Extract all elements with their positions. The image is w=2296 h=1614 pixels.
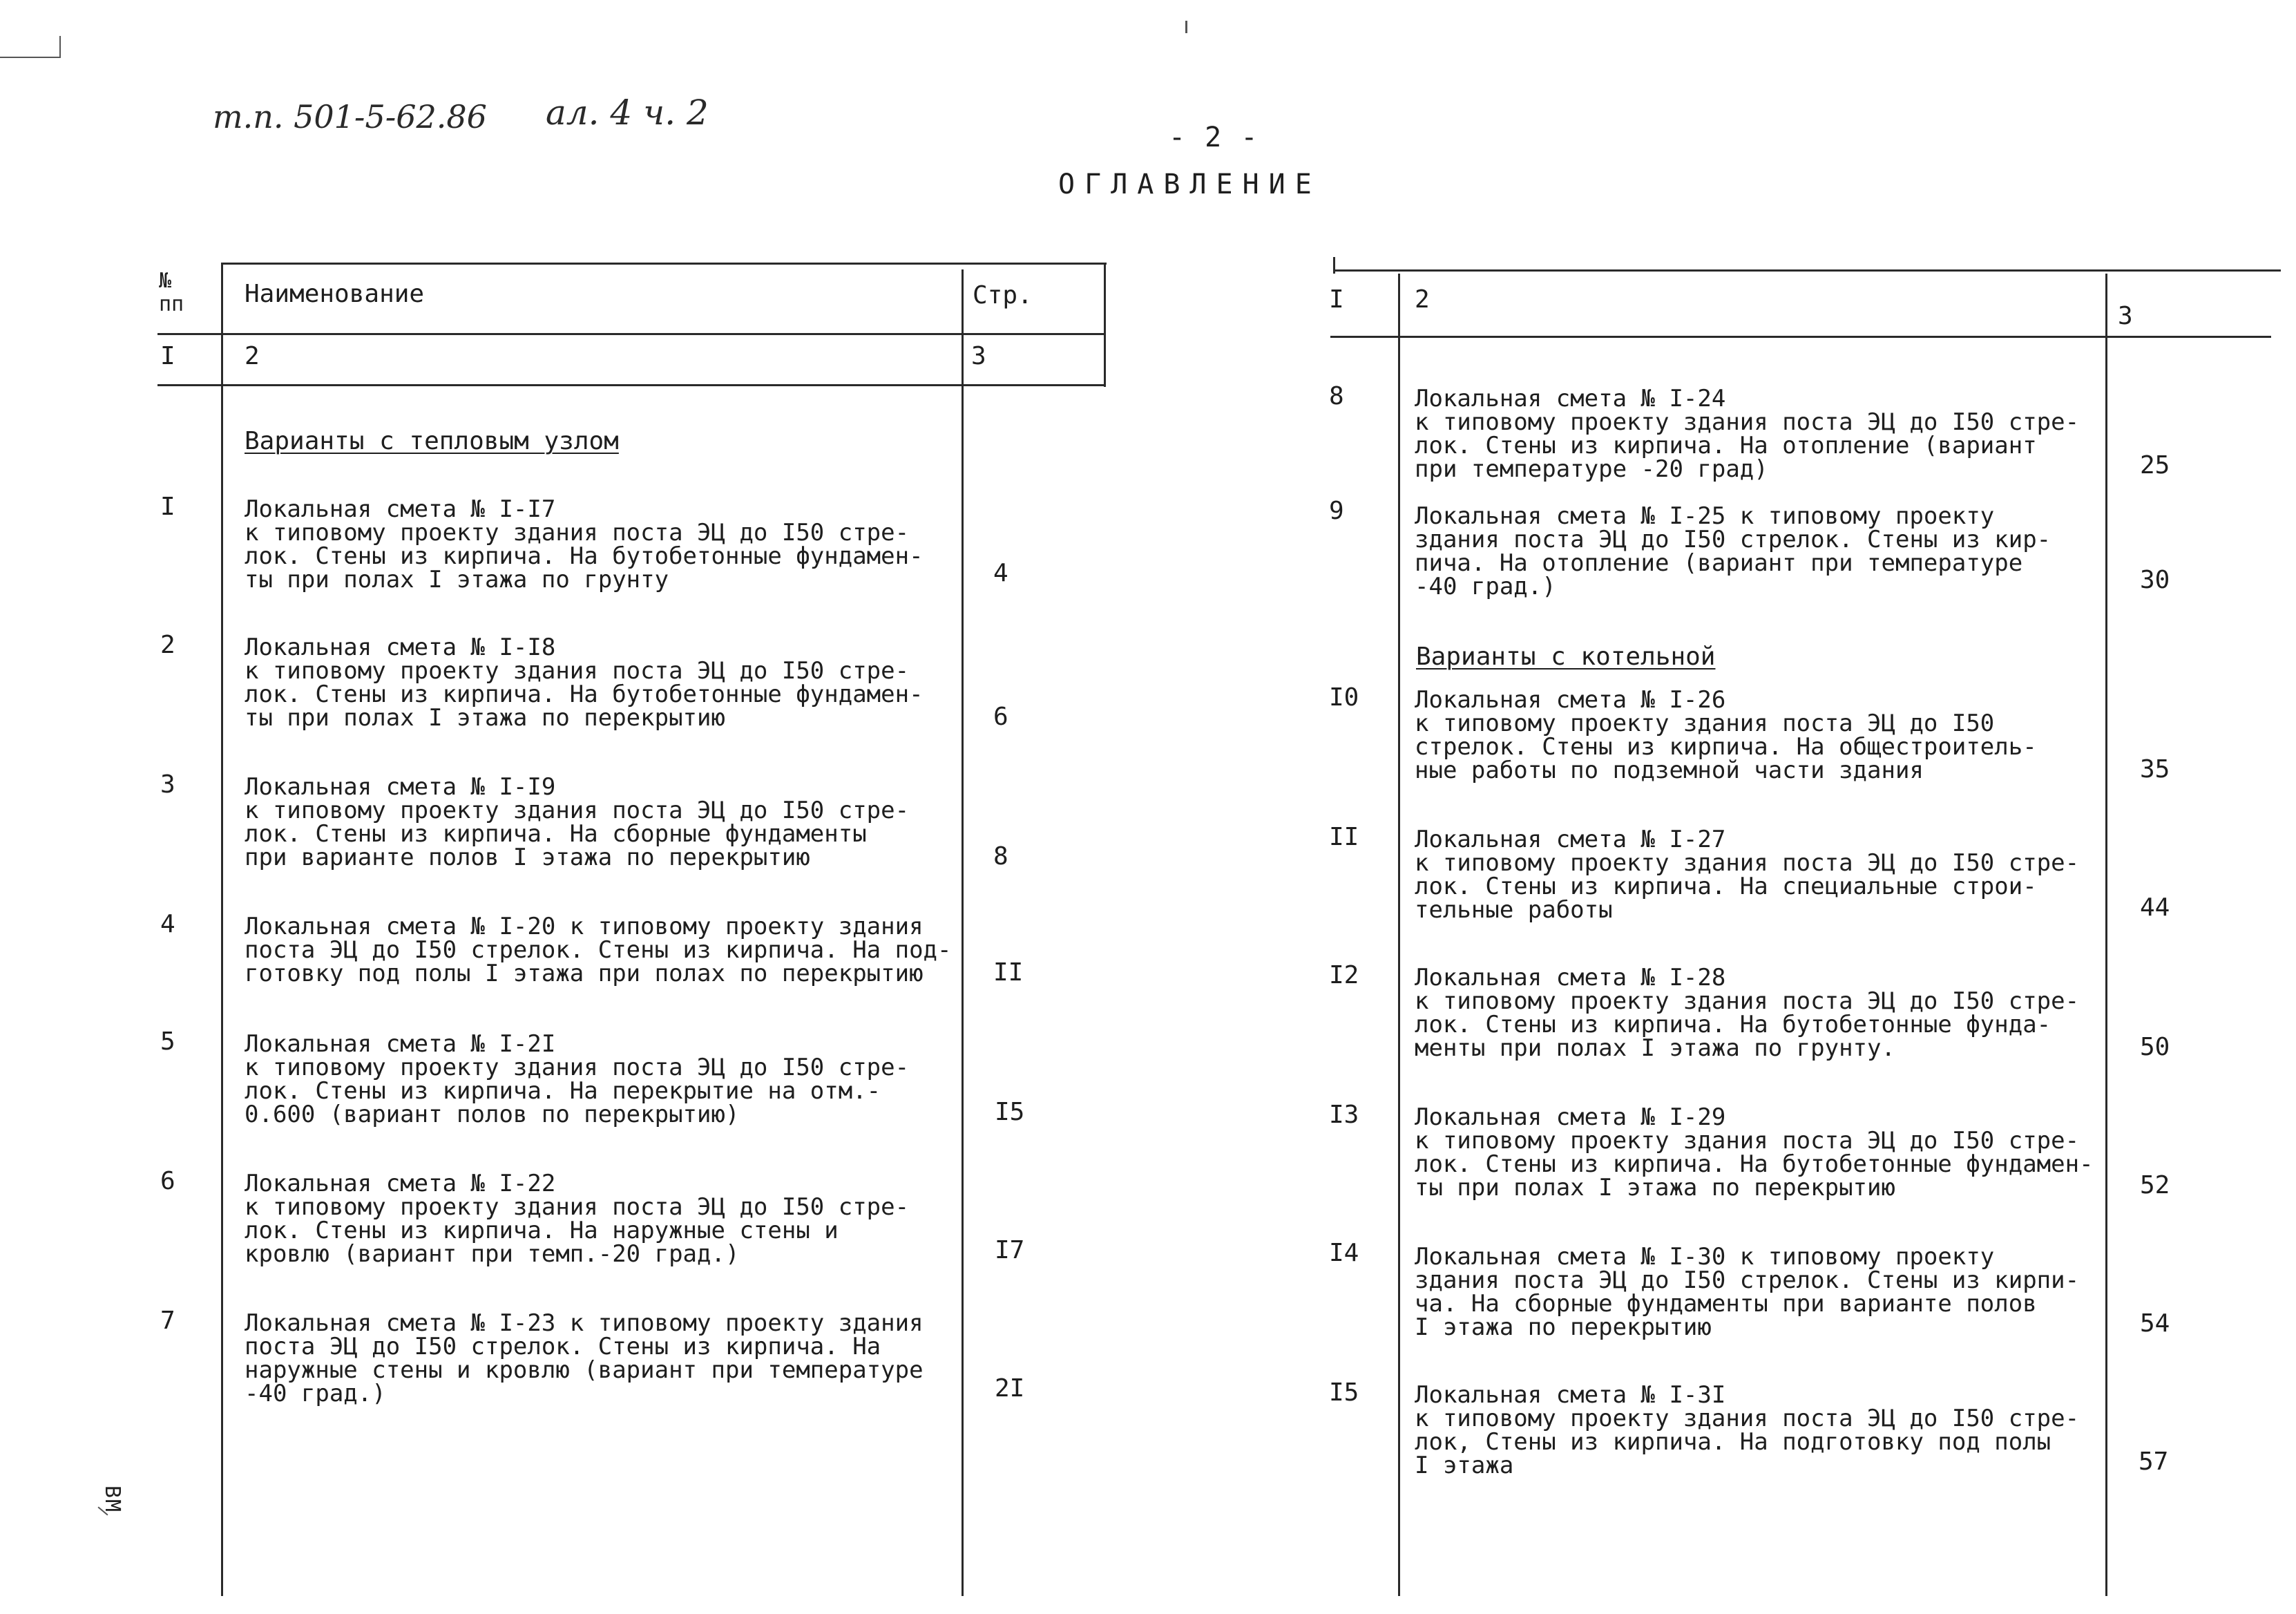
left-index-col-2: 2	[245, 342, 260, 370]
row-number: 6	[160, 1167, 175, 1195]
row-description: Локальная смета № I-29 к типовому проекту здания поста ЭЦ до I50 стре- лок. Стены из кирпича. На бутобетонные фундамен- ты при полах I этажа по перекрытию	[1415, 1103, 2094, 1202]
row-number: 3	[160, 770, 175, 799]
row-number: I4	[1329, 1239, 1359, 1267]
right-table-col-divider-1	[1398, 274, 1400, 1596]
row-number: I3	[1329, 1101, 1359, 1129]
right-table-corner-tick	[1333, 257, 1335, 274]
row-page: 8	[993, 842, 1008, 871]
right-table-col-divider-2	[2105, 274, 2107, 1596]
row-description: Локальная смета № I-27 к типовому проекту здания поста ЭЦ до I50 стре- лок. Стены из кирпича. На специальные строи- тельные работы	[1415, 826, 2080, 924]
right-index-col-1: I	[1329, 285, 1344, 314]
row-description: Локальная смета № I-22 к типовому проекту здания поста ЭЦ до I50 стре- лок. Стены из кирпича. На наружные стены и кровлю (вариант при темп.-20 град.)	[245, 1170, 910, 1268]
row-page: 6	[993, 703, 1008, 731]
left-section-title: Варианты с тепловым узлом	[245, 427, 619, 455]
row-description: Локальная смета № I-23 к типовому проекту здания поста ЭЦ до I50 стрелок. Стены из кирпича. На наружные стены и кровлю (вариант при температуре -40 град.)	[245, 1309, 924, 1407]
row-number: I	[160, 493, 175, 521]
row-number: 8	[1329, 382, 1344, 410]
row-description: Локальная смета № I-26 к типовому проекту здания поста ЭЦ до I50 стрелок. Стены из кирпича. На общестроитель- ные работы по подземной части здания	[1415, 686, 2037, 784]
right-index-col-3: 3	[2118, 302, 2133, 330]
row-description: Локальная смета № I-20 к типовому проекту здания поста ЭЦ до I50 стрелок. Стены из кирпича. На под- готовку под полы I этажа при полах по перекрытию	[245, 913, 952, 987]
row-number: 2	[160, 631, 175, 659]
row-description: Локальная смета № I-I9 к типовому проекту здания поста ЭЦ до I50 стре- лок. Стены из кирпича. На сборные фундаменты при варианте полов I этажа по перекрытию	[245, 773, 910, 871]
row-page: 52	[2140, 1171, 2170, 1199]
row-number: 9	[1329, 497, 1344, 525]
margin-stamp: ВМ	[100, 1485, 124, 1514]
left-table-top-border	[222, 263, 1107, 265]
left-col-name-header: Наименование	[245, 280, 425, 308]
row-description: Локальная смета № I-25 к типовому проекту здания поста ЭЦ до I50 стрелок. Стены из кир- пича. На отопление (вариант при температуре -40 град.)	[1415, 502, 2051, 600]
right-table-index-divider	[1330, 336, 2271, 338]
row-page: 35	[2140, 755, 2170, 784]
right-section-title: Варианты с котельной	[1416, 643, 1716, 671]
left-col-page-header: Стр.	[973, 281, 1033, 310]
right-index-col-2: 2	[1415, 285, 1430, 314]
corner-crop-mark	[0, 57, 61, 58]
row-page: 30	[2140, 566, 2170, 594]
row-number: I0	[1329, 683, 1359, 712]
row-page: II	[993, 958, 1024, 987]
row-description: Локальная смета № I-2I к типовому проекту здания поста ЭЦ до I50 стре- лок. Стены из кирпича. На перекрытие на отм.- 0.600 (вариант полов по перекрытию)	[245, 1030, 910, 1128]
row-description: Локальная смета № I-30 к типовому проекту здания поста ЭЦ до I50 стрелок. Стены из кирпи- ча. На сборные фундаменты при варианте полов I этажа по перекрытию	[1415, 1243, 2080, 1341]
row-page: 44	[2140, 893, 2170, 922]
row-page: 4	[993, 559, 1008, 587]
row-number: 7	[160, 1307, 175, 1335]
row-page: 2I	[995, 1374, 1025, 1403]
right-table-top-border	[1334, 269, 2281, 272]
left-index-col-3: 3	[971, 342, 986, 370]
left-table-col-divider-2	[962, 269, 964, 1596]
row-page: 50	[2140, 1033, 2170, 1061]
left-table-right-border	[1104, 263, 1106, 387]
row-page: I7	[995, 1236, 1025, 1264]
page-title: ОГЛАВЛЕНИЕ	[1058, 169, 1321, 200]
row-number: I2	[1329, 961, 1359, 989]
row-description: Локальная смета № I-I7 к типовому проекту здания поста ЭЦ до I50 стре- лок. Стены из кирпича. На бутобетонные фундамен- ты при полах I этажа по грунту	[245, 495, 924, 594]
row-number: II	[1329, 823, 1359, 851]
row-number: 4	[160, 910, 175, 938]
row-page: 25	[2140, 451, 2170, 480]
row-page: I5	[995, 1098, 1025, 1126]
page-number: - 2 -	[1169, 122, 1259, 153]
row-description: Локальная смета № I-28 к типовому проекту здания поста ЭЦ до I50 стре- лок. Стены из кирпича. На бутобетонные фунда- менты при полах I этажа по грунту.	[1415, 964, 2080, 1062]
row-number: 5	[160, 1027, 175, 1056]
row-description: Локальная смета № I-I8 к типовому проекту здания поста ЭЦ до I50 стре- лок. Стены из кирпича. На бутобетонные фундамен- ты при полах I этажа по перекрытию	[245, 634, 924, 732]
left-col-number-header: № пп	[159, 269, 184, 316]
handwritten-project-reference: т.п. 501-5-62.86	[213, 98, 487, 135]
row-description: Локальная смета № I-3I к типовому проекту здания поста ЭЦ до I50 стре- лок, Стены из кирпича. На подготовку под полы I этажа	[1415, 1381, 2080, 1479]
left-index-col-1: I	[160, 342, 175, 370]
row-number: I5	[1329, 1378, 1359, 1407]
row-page: 57	[2139, 1447, 2169, 1476]
row-page: 54	[2140, 1309, 2170, 1338]
scan-speck	[1185, 21, 1187, 33]
handwritten-album-reference: ал. 4 ч. 2	[546, 93, 709, 133]
left-table-col-divider-1	[221, 263, 223, 1596]
row-description: Локальная смета № I-24 к типовому проекту здания поста ЭЦ до I50 стре- лок. Стены из кирпича. На отопление (вариант при температуре -20 град)	[1415, 385, 2080, 483]
corner-crop-mark-vertical	[59, 36, 61, 58]
